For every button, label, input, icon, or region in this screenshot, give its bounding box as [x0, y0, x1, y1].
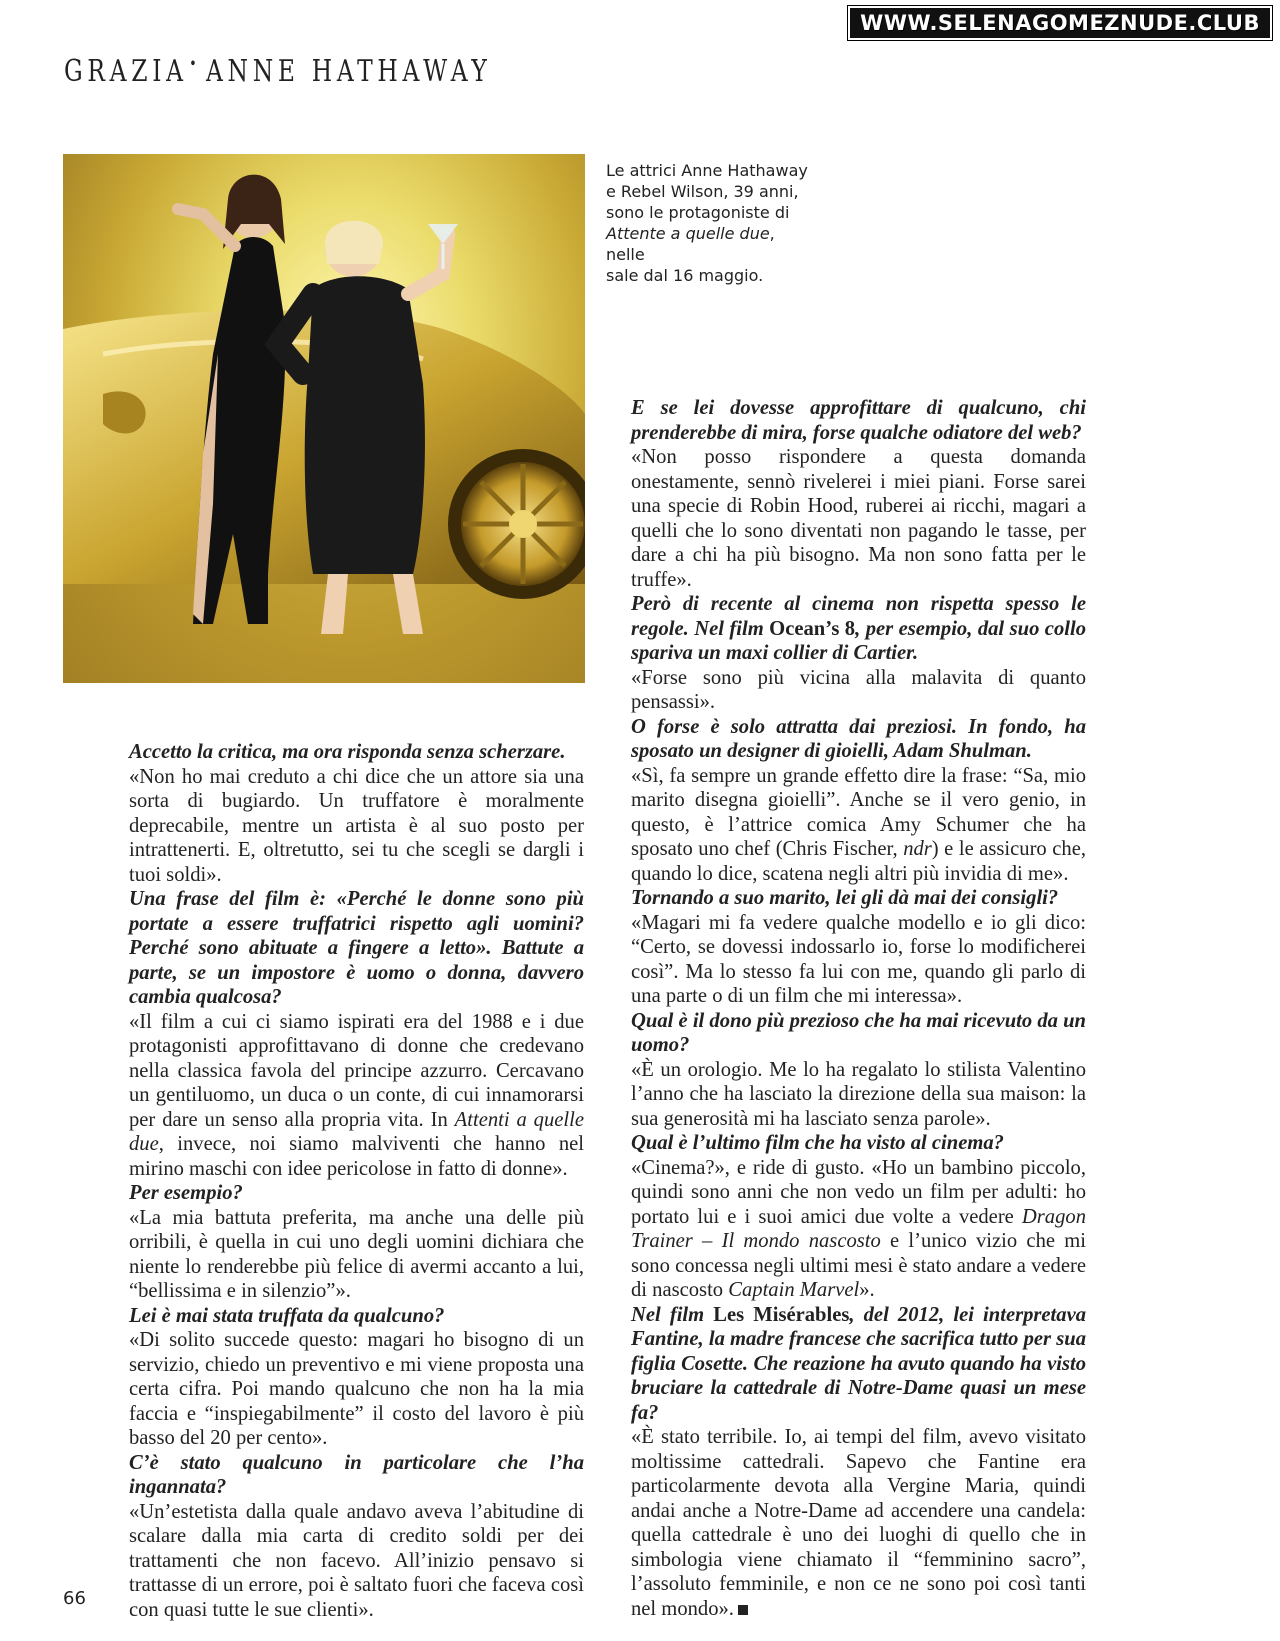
paragraph-text: «Forse sono più vicina alla malavita di quanto pensassi».	[631, 666, 1086, 713]
interview-question	[129, 740, 584, 765]
masthead-separator: •	[189, 54, 202, 73]
interview-answer	[129, 1206, 584, 1304]
paragraph-text: «Non posso rispondere a questa domanda onestamente, sennò rivelerei i miei piani. Forse sarei una specie di Robin Hood, ruberei ai ricchi, magari a quelli che lo sono diventati non pagando le tasse, per dare a chi ha più bisogno. Ma non sono fatta per le truffe».	[631, 446, 1086, 591]
film-title: Les Misérables	[713, 1303, 850, 1326]
paragraph-text: «La mia battuta preferita, ma anche una delle più orribili, è quella in cui uno degli uomini dichiara che niente lo renderebbe più felice di avermi accanto a lui, “bellissima e in silenzio”».	[129, 1206, 584, 1302]
caption-line	[606, 223, 816, 265]
article-column-right	[631, 396, 1086, 1621]
paragraph-text: Nel film	[631, 1303, 714, 1326]
interview-answer	[631, 1425, 1086, 1621]
paragraph-text: Lei è mai stata truffata da qualcuno?	[129, 1304, 445, 1327]
caption-line: Le attrici Anne Hathaway	[606, 161, 808, 180]
interview-question	[631, 886, 1086, 911]
paragraph-text: «Il film a cui ci siamo ispirati era del 1988 e i due protagonisti approfittavano di donne che credevano nella classica favola del principe azzurro. Cercavano un gentiluomo, un duca o un conte, di cui innamorarsi per dare un senso alla propria vita. In	[129, 1010, 584, 1131]
paragraph-text: Una frase del film è: «Perché le donne sono più portate a essere truffatrici rispetto agli uomini? Perché sono abituate a fingere a letto». Battute a parte, se un impostore è uomo o donna, davvero cambia qualcosa?	[129, 888, 584, 1008]
paragraph-text: Per esempio?	[129, 1182, 243, 1204]
interview-answer	[631, 1058, 1086, 1132]
paragraph-text: ) e le assicuro che, quando lo dice, scatena negli altri più invidia di me».	[631, 838, 1086, 885]
interview-question	[631, 396, 1086, 445]
interview-answer	[129, 1500, 584, 1623]
page-number: 66	[63, 1588, 86, 1609]
caption-line: sono le protagoniste di	[606, 203, 790, 222]
paragraph-text: , invece, noi siamo malviventi che hanno nel mirino maschi con idee pericolose in fatto di donne».	[129, 1133, 584, 1180]
article-column-left	[129, 740, 584, 1622]
film-title: Ocean’s 8	[769, 617, 856, 640]
masthead-subject: ANNE HATHAWAY	[205, 54, 492, 89]
watermark-banner: WWW.SELENAGOMEZNUDE.CLUB	[848, 6, 1272, 40]
interview-answer	[631, 1156, 1086, 1303]
paragraph-text: , del 2012, lei interpretava Fantine, la madre francese che sacrifica tutto per sua figlia Cosette. Che reazione ha avuto quando ha visto bruciare la cattedrale di Notre-Dame quasi un mese fa?	[631, 1303, 1087, 1424]
interview-answer	[129, 1010, 584, 1182]
caption-line: e Rebel Wilson, 39 anni,	[606, 182, 799, 201]
italic-title: Captain Marvel	[728, 1279, 860, 1301]
paragraph-text: C’è stato qualcuno in particolare che l’ha ingannata?	[129, 1451, 584, 1498]
end-mark-icon	[738, 1605, 748, 1615]
italic-title: Dragon Trainer – Il mondo nascosto	[631, 1205, 1086, 1252]
photo-illustration	[63, 154, 585, 683]
paragraph-text: «Non ho mai creduto a chi dice che un attore sia una sorta di bugiardo. Un truffatore è moralmente deprecabile, mentre un artista è al suo posto per intrattenerti. E, oltretutto, sei tu che scegli se dargli i tuoi soldi».	[129, 765, 584, 886]
paragraph-text: «Di solito succede questo: magari ho bisogno di un servizio, chiedo un preventivo e mi viene proposta una certa cifra. Poi mando qualcuno che non ha la mia faccia e “inspiegabilmente” il costo del lavoro è più basso del 20 per cento».	[129, 1329, 584, 1449]
paragraph-text: «È stato terribile. Io, ai tempi del film, avevo visitato moltissime cattedrali. Sapevo che Fantine era particolarmente devota alla Vergine Maria, quindi andai anche a Notre-Dame ad accendere una candela: quella cattedrale è uno dei luoghi di quello che in simbologia viene chiamato il “femminino sacro”, l’assoluto femminile, e non ce ne sono poi così tanti nel mondo».	[631, 1426, 1086, 1620]
paragraph-text: ».	[859, 1279, 875, 1301]
interview-question	[631, 592, 1086, 666]
paragraph-text: Qual è il dono più prezioso che ha mai ricevuto da un uomo?	[631, 1009, 1086, 1056]
paragraph-text: O forse è solo attratta dai preziosi. In fondo, ha sposato un designer di gioielli, Adam Shulman.	[631, 715, 1086, 762]
caption-line-suffix: , nelle	[606, 224, 775, 264]
interview-answer	[631, 911, 1086, 1009]
photo-caption	[606, 160, 816, 286]
interview-question	[631, 1303, 1086, 1426]
caption-film-title: Attente a quelle due	[606, 224, 770, 243]
cover-photo	[63, 154, 585, 683]
caption-line: sale dal 16 maggio.	[606, 266, 764, 285]
masthead	[64, 54, 491, 89]
paragraph-text: E se lei dovesse approfittare di qualcuno, chi prenderebbe di mira, forse qualche odiatore del web?	[631, 397, 1086, 444]
paragraph-text: , per esempio, dal suo collo spariva un maxi collier di Cartier.	[631, 617, 1086, 664]
paragraph-text: Qual è l’ultimo film che ha visto al cinema?	[631, 1132, 1004, 1154]
interview-answer	[631, 445, 1086, 592]
masthead-brand: GRAZIA	[64, 54, 188, 89]
italic-title: ndr	[903, 838, 932, 860]
interview-question	[631, 715, 1086, 764]
interview-answer	[129, 1328, 584, 1451]
interview-question	[129, 1181, 584, 1206]
paragraph-text: «Sì, fa sempre un grande effetto dire la frase: “Sa, mio marito disegna gioielli”. Anche se il vero genio, in questo, è l’attrice comica Amy Schumer che ha sposato uno chef (Chris Fischer,	[631, 764, 1086, 860]
interview-question	[129, 887, 584, 1010]
interview-question	[129, 1451, 584, 1500]
interview-question	[631, 1131, 1086, 1156]
paragraph-text: Accetto la critica, ma ora risponda senza scherzare.	[129, 741, 566, 763]
interview-question	[631, 1009, 1086, 1058]
interview-answer	[631, 666, 1086, 715]
paragraph-text: «Magari mi fa vedere qualche modello e io gli dico: “Certo, se dovessi indossarlo io, forse lo modificherei così”. Ma lo stesso fa lui con me, quando gli parlo di una parte o di un film che mi interessa».	[631, 911, 1086, 1007]
paragraph-text: Tornando a suo marito, lei gli dà mai dei consigli?	[631, 887, 1059, 909]
paragraph-text: «Cinema?», e ride di gusto. «Ho un bambino piccolo, quindi sono anni che non vedo un film per adulti: ho portato lui e i suoi amici due volte a vedere	[631, 1156, 1086, 1228]
italic-title: Attenti a quelle due	[129, 1108, 584, 1155]
paragraph-text: «Un’estetista dalla quale andavo aveva l’abitudine di scalare dalla mia carta di credito soldi per dei trattamenti che non facevo. All’inizio pensavo si trattasse di un errore, poi è saltato fuori che faceva così con quasi tutte le sue clienti».	[129, 1500, 584, 1621]
interview-answer	[129, 765, 584, 888]
paragraph-text: Però di recente al cinema non rispetta spesso le regole. Nel film	[631, 593, 1086, 640]
interview-answer	[631, 764, 1086, 887]
paragraph-text: «È un orologio. Me lo ha regalato lo stilista Valentino l’anno che ha lasciato la direzione della sua maison: la sua generosità mi ha lasciato senza parole».	[631, 1058, 1086, 1130]
paragraph-text: e l’unico vizio che mi sono concessa negli ultimi mesi è stato andare a vedere di nascosto	[631, 1230, 1086, 1301]
interview-question	[129, 1304, 584, 1329]
